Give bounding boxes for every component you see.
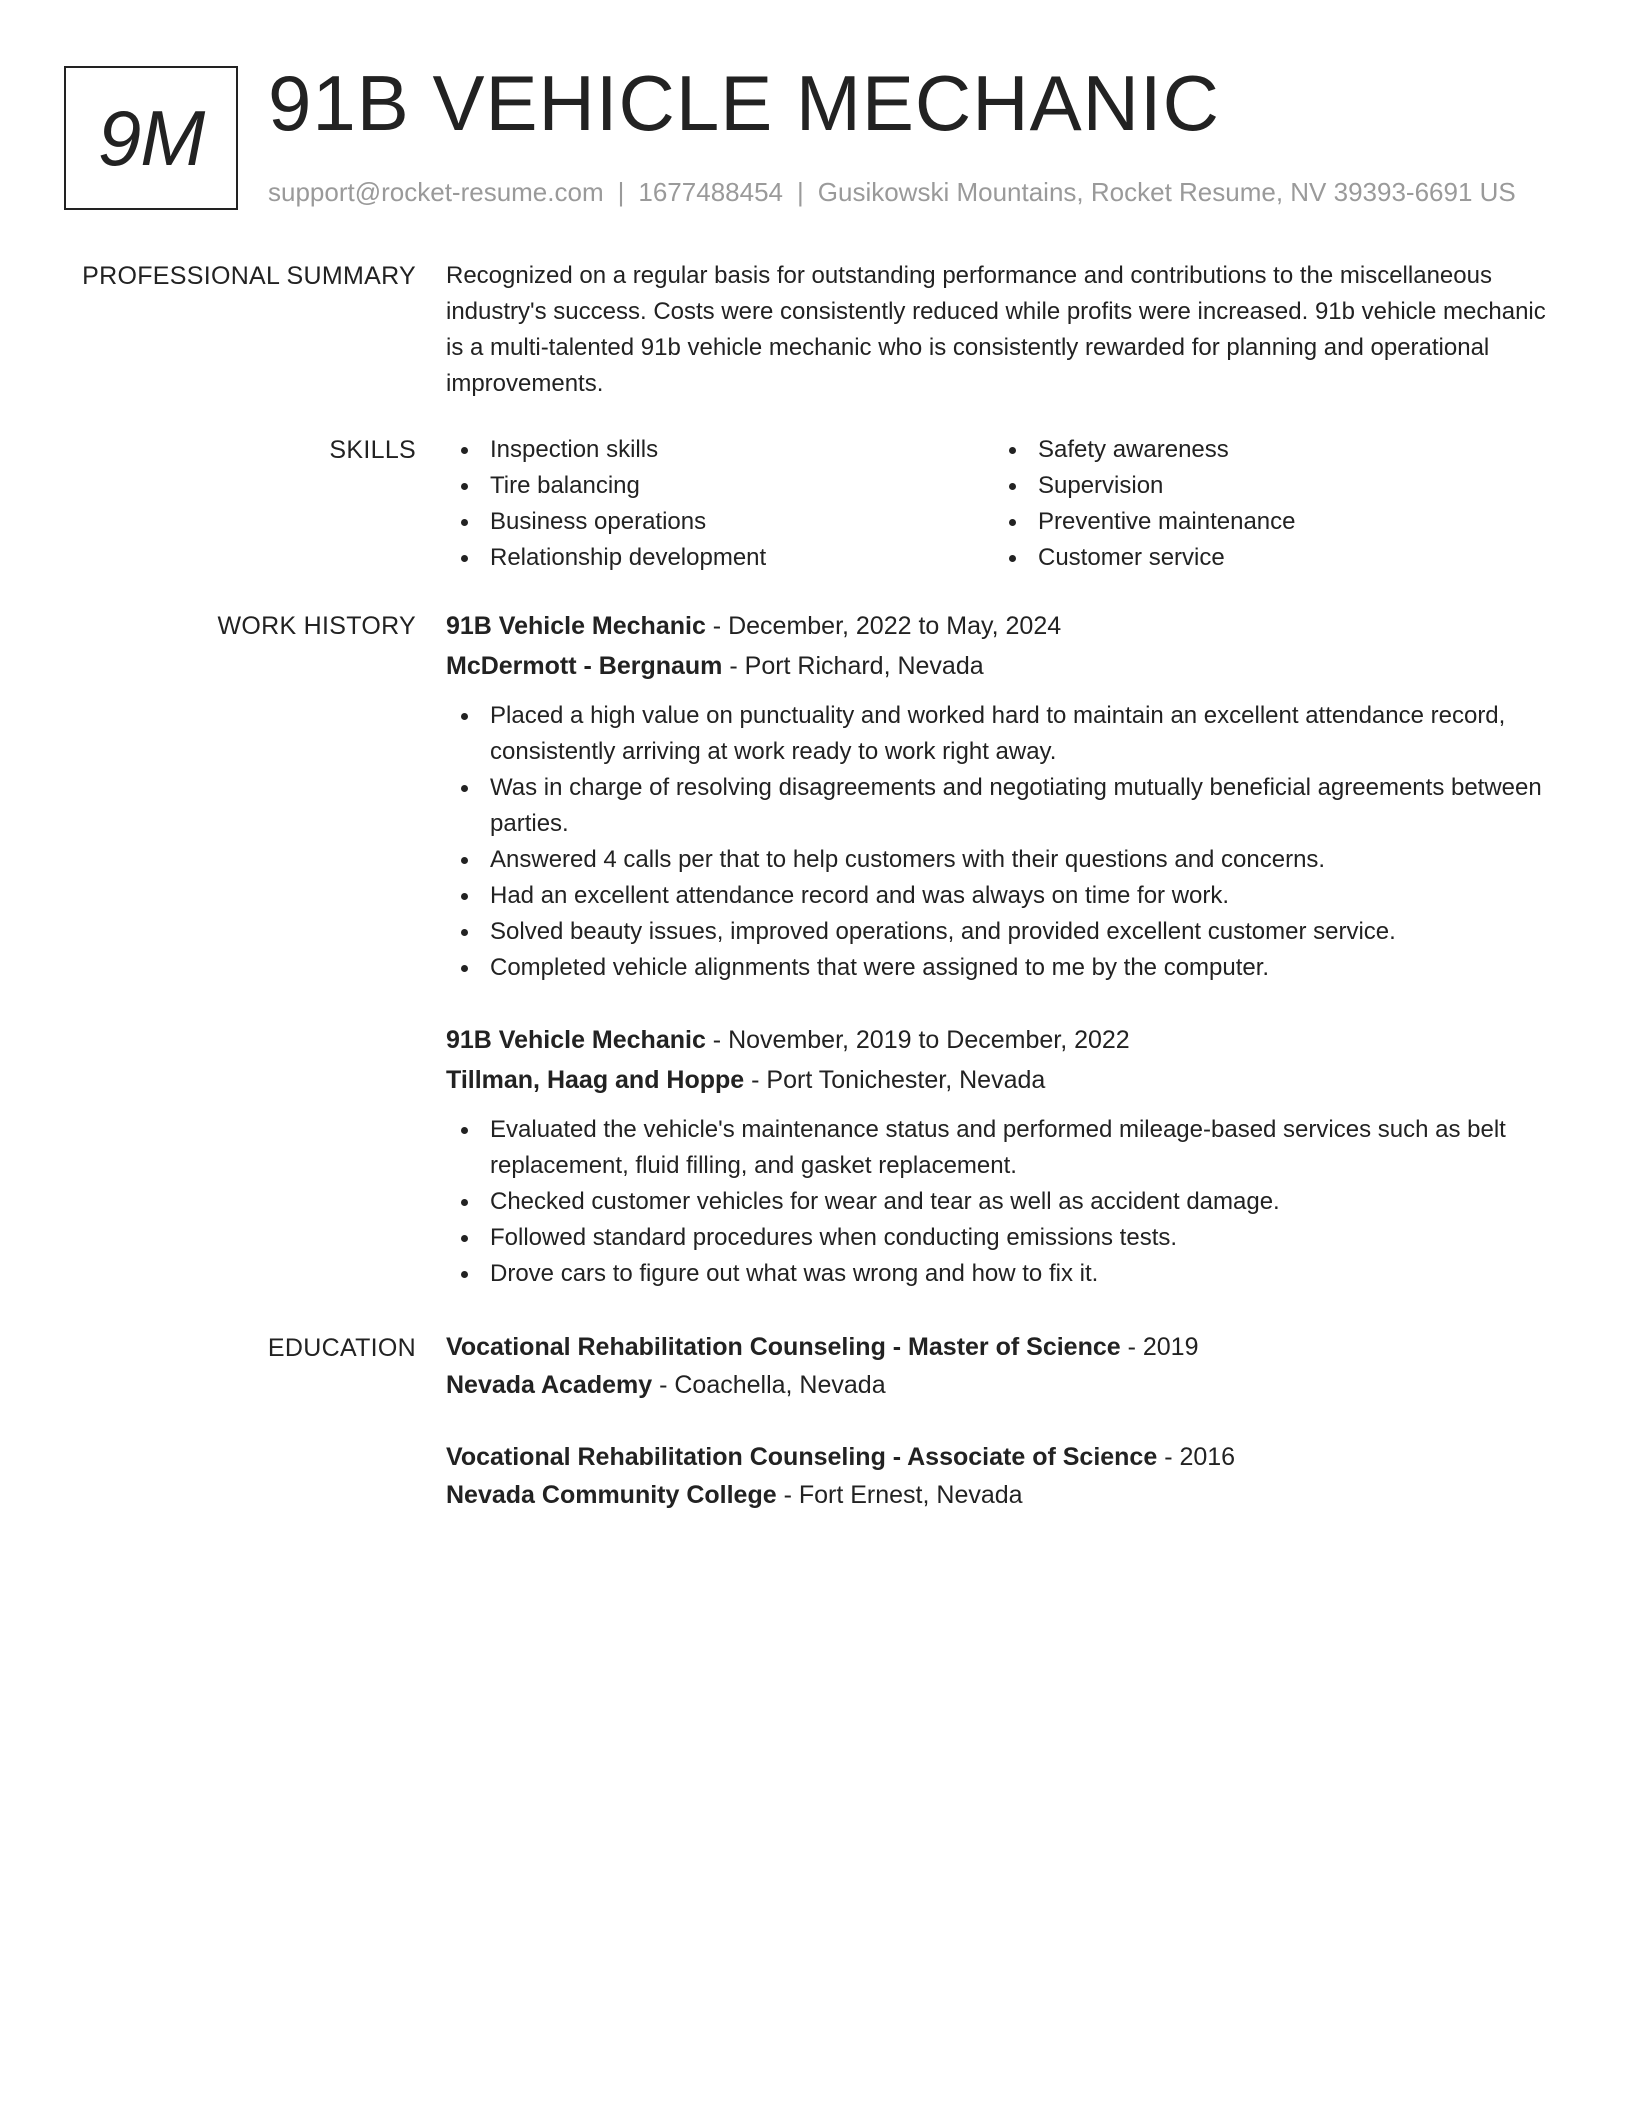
summary-body: [446, 258, 1546, 402]
education-year: - 2019: [1120, 1333, 1199, 1361]
job-duty: Solved beauty issues, improved operations, and provided excellent customer service.: [446, 914, 1546, 950]
skill-item: Supervision: [994, 468, 1542, 504]
monogram-box: [64, 66, 238, 210]
skill-item: Customer service: [994, 540, 1542, 576]
skill-item: Preventive maintenance: [994, 504, 1542, 540]
summary-heading: PROFESSIONAL SUMMARY: [82, 262, 416, 290]
education-location: - Coachella, Nevada: [652, 1371, 886, 1399]
education-degree: Vocational Rehabilitation Counseling - Associate of Science: [446, 1443, 1158, 1471]
candidate-name: 91B VEHICLE MECHANIC: [268, 59, 1220, 147]
job-title-line: [446, 1020, 1546, 1060]
skill-item: Tire balancing: [446, 468, 994, 504]
education-degree: Vocational Rehabilitation Counseling - Master of Science: [446, 1333, 1121, 1361]
education-school: Nevada Academy: [446, 1371, 653, 1399]
work-history-heading: WORK HISTORY: [217, 612, 416, 640]
education-degree-line: [446, 1438, 1546, 1476]
job-duty: Had an excellent attendance record and was always on time for work.: [446, 878, 1546, 914]
job-duty: Followed standard procedures when conducting emissions tests.: [446, 1220, 1546, 1256]
education-body: [446, 1328, 1546, 1509]
job-duty: Was in charge of resolving disagreements and negotiating mutually beneficial agreements between parties.: [446, 770, 1546, 842]
contact-address: Gusikowski Mountains, Rocket Resume, NV 39393-6691 US: [817, 177, 1516, 207]
job-title: 91B Vehicle Mechanic: [446, 1026, 706, 1054]
education-entry: [446, 1438, 1546, 1514]
job-title: 91B Vehicle Mechanic: [446, 612, 706, 640]
education-entry: [446, 1328, 1546, 1404]
skill-item: Safety awareness: [994, 432, 1542, 468]
summary-text: Recognized on a regular basis for outstanding performance and contributions to the miscellaneous industry's success. Costs were consistently reduced while profits were increased. 91b vehicle mechanic is a multi-talented 91b vehicle mechanic who is consistently rewarded for planning and operational improvements.: [446, 262, 1546, 397]
job-dates: - November, 2019 to December, 2022: [705, 1026, 1130, 1054]
skill-item: Business operations: [446, 504, 994, 540]
job-company-line: [446, 1060, 1546, 1100]
education-location: - Fort Ernest, Nevada: [776, 1481, 1023, 1509]
job-duty: Evaluated the vehicle's maintenance status and performed mileage-based services such as belt replacement, fluid filling, and gasket replacement.: [446, 1112, 1546, 1184]
contact-line: [268, 174, 1516, 210]
skills-body: [446, 432, 1546, 576]
education-degree-line: [446, 1328, 1546, 1366]
contact-separator: |: [797, 177, 804, 207]
job-duty: Drove cars to figure out what was wrong and how to fix it.: [446, 1256, 1546, 1292]
job-company: Tillman, Haag and Hoppe: [446, 1066, 745, 1094]
job-duties-list: [446, 698, 1546, 986]
job-title-line: [446, 606, 1546, 646]
skill-item: Relationship development: [446, 540, 994, 576]
job-company-line: [446, 646, 1546, 686]
skills-heading: SKILLS: [329, 436, 416, 464]
job-duties-list: [446, 1112, 1546, 1292]
job-dates: - December, 2022 to May, 2024: [705, 612, 1062, 640]
job-duty: Answered 4 calls per that to help customers with their questions and concerns.: [446, 842, 1546, 878]
job-company: McDermott - Bergnaum: [446, 652, 723, 680]
job-location: - Port Richard, Nevada: [722, 652, 984, 680]
education-year: - 2016: [1157, 1443, 1236, 1471]
education-school: Nevada Community College: [446, 1481, 777, 1509]
job-location: - Port Tonichester, Nevada: [744, 1066, 1046, 1094]
education-school-line: [446, 1476, 1546, 1514]
work-history-body: [446, 606, 1546, 1287]
job-entry: [446, 1020, 1546, 1292]
contact-phone: 1677488454: [638, 177, 783, 207]
job-entry: [446, 606, 1546, 986]
education-school-line: [446, 1366, 1546, 1404]
education-heading: EDUCATION: [267, 1334, 416, 1362]
skills-list-left: [446, 432, 994, 576]
monogram-text: 9M: [97, 93, 205, 182]
contact-email: support@rocket-resume.com: [268, 177, 604, 207]
skill-item: Inspection skills: [446, 432, 994, 468]
job-duty: Placed a high value on punctuality and worked hard to maintain an excellent attendance record, consistently arriving at work ready to work right away.: [446, 698, 1546, 770]
skills-list-right: [994, 432, 1542, 576]
contact-separator: |: [617, 177, 625, 207]
job-duty: Checked customer vehicles for wear and tear as well as accident damage.: [446, 1184, 1546, 1220]
job-duty: Completed vehicle alignments that were assigned to me by the computer.: [446, 950, 1546, 986]
